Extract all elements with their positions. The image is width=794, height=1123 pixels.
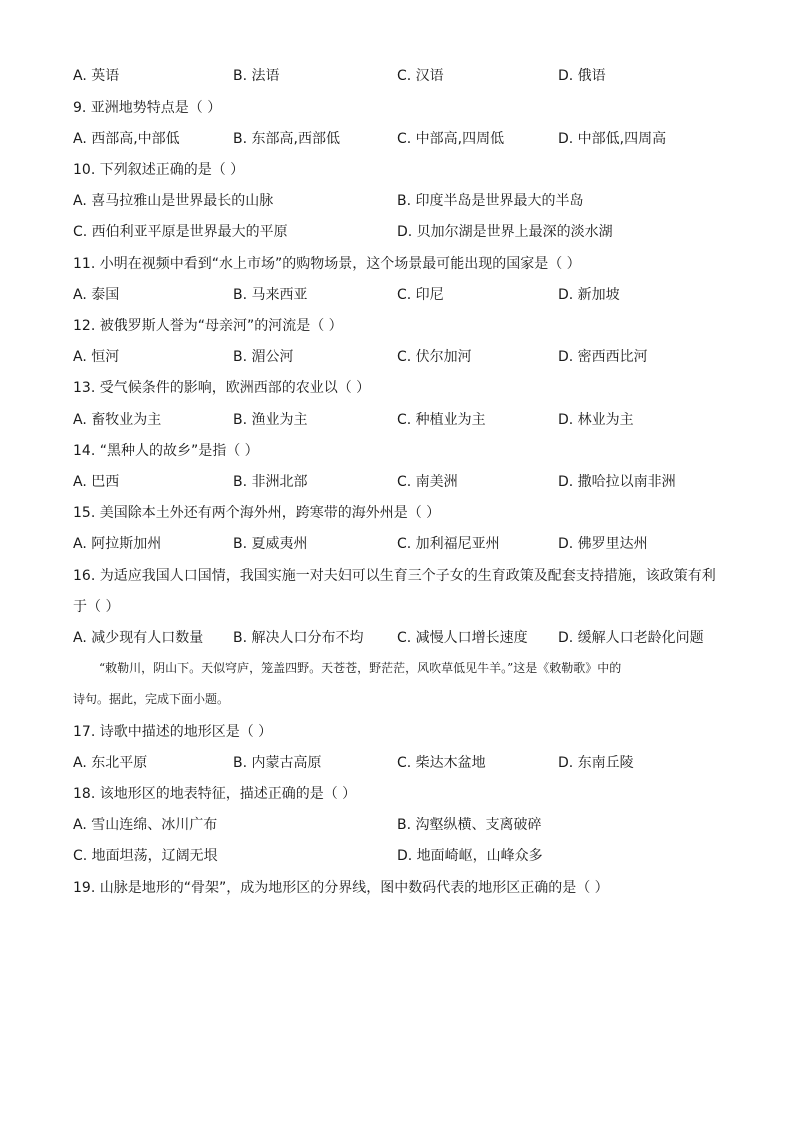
- q17-option-a: A. 东北平原: [73, 755, 148, 771]
- q12-option-b: B. 湄公河: [233, 349, 294, 365]
- q8-option-b: B. 法语: [233, 68, 280, 84]
- q14-stem-row: [0, 439, 794, 463]
- q14-option-a: A. 巴西: [73, 474, 120, 490]
- q11-stem-row: [0, 252, 794, 276]
- q9-stem: 9. 亚洲地势特点是（ ）: [73, 100, 222, 116]
- q9-options: [0, 127, 794, 151]
- q10-options-cd: [0, 220, 794, 244]
- q16-stem-line2: 于（ ）: [73, 599, 120, 615]
- q9-option-d: D. 中部低,四周高: [558, 131, 667, 147]
- q16-stem-row-2: [0, 595, 794, 619]
- q17-option-c: C. 柴达木盆地: [397, 755, 486, 771]
- q16-option-c: C. 减慢人口增长速度: [397, 630, 528, 646]
- q13-option-b: B. 渔业为主: [233, 412, 308, 428]
- q11-option-b: B. 马来西亚: [233, 287, 308, 303]
- q12-options: [0, 345, 794, 369]
- q16-stem-row-1: [0, 564, 794, 588]
- q11-option-c: C. 印尼: [397, 287, 444, 303]
- q10-stem: 10. 下列叙述正确的是（ ）: [73, 162, 245, 178]
- q18-option-b: B. 沟壑纵横、支离破碎: [397, 817, 542, 833]
- q12-option-a: A. 恒河: [73, 349, 120, 365]
- q13-options: [0, 408, 794, 432]
- poem-passage: [73, 653, 723, 715]
- q14-option-d: D. 撒哈拉以南非洲: [558, 474, 676, 490]
- q10-stem-row: [0, 158, 794, 182]
- q8-option-c: C. 汉语: [397, 68, 444, 84]
- passage-line1: “敕勒川，阴山下。天似穹庐，笼盖四野。天苍苍，野茫茫，风吹草低见牛羊。”这是《敕勒歌》中的: [99, 661, 622, 675]
- q18-stem: 18. 该地形区的地表特征，描述正确的是（ ）: [73, 786, 357, 802]
- q15-option-d: D. 佛罗里达州: [558, 536, 648, 552]
- q18-option-d: D. 地面崎岖，山峰众多: [397, 848, 543, 864]
- q12-option-d: D. 密西西比河: [558, 349, 648, 365]
- q11-option-d: D. 新加坡: [558, 287, 620, 303]
- q19-stem: 19. 山脉是地形的“骨架”，成为地形区的分界线，图中数码代表的地形区正确的是（ ）: [73, 880, 609, 896]
- q16-option-b: B. 解决人口分布不均: [233, 630, 364, 646]
- q18-options-cd: [0, 844, 794, 868]
- q18-options-ab: [0, 813, 794, 837]
- q10-option-a: A. 喜马拉雅山是世界最长的山脉: [73, 193, 274, 209]
- q11-options: [0, 283, 794, 307]
- q17-options: [0, 751, 794, 775]
- q16-option-d: D. 缓解人口老龄化问题: [558, 630, 704, 646]
- q15-option-a: A. 阿拉斯加州: [73, 536, 162, 552]
- q12-stem: 12. 被俄罗斯人誉为“母亲河”的河流是（ ）: [73, 318, 343, 334]
- q16-options: [0, 626, 794, 650]
- q12-option-c: C. 伏尔加河: [397, 349, 472, 365]
- q18-stem-row: [0, 782, 794, 806]
- q11-option-a: A. 泰国: [73, 287, 120, 303]
- q13-stem-row: [0, 376, 794, 400]
- q10-option-c: C. 西伯利亚平原是世界最大的平原: [73, 224, 288, 240]
- q9-option-c: C. 中部高,四周低: [397, 131, 505, 147]
- q17-stem-row: [0, 720, 794, 744]
- q15-option-b: B. 夏威夷州: [233, 536, 308, 552]
- q14-option-b: B. 非洲北部: [233, 474, 308, 490]
- q10-options-ab: [0, 189, 794, 213]
- q18-option-a: A. 雪山连绵、冰川广布: [73, 817, 218, 833]
- q17-stem: 17. 诗歌中描述的地形区是（ ）: [73, 724, 273, 740]
- q18-option-c: C. 地面坦荡，辽阔无垠: [73, 848, 218, 864]
- q17-option-d: D. 东南丘陵: [558, 755, 634, 771]
- q8-option-a: A. 英语: [73, 68, 120, 84]
- q17-option-b: B. 内蒙古高原: [233, 755, 322, 771]
- q13-stem: 13. 受气候条件的影响，欧洲西部的农业以（ ）: [73, 380, 371, 396]
- q10-option-d: D. 贝加尔湖是世界上最深的淡水湖: [397, 224, 613, 240]
- q13-option-a: A. 畜牧业为主: [73, 412, 162, 428]
- q9-stem-row: [0, 96, 794, 120]
- q8-options: [0, 64, 794, 88]
- q15-stem: 15. 美国除本土外还有两个海外州，跨寒带的海外州是（ ）: [73, 505, 441, 521]
- q15-option-c: C. 加利福尼亚州: [397, 536, 500, 552]
- q14-option-c: C. 南美洲: [397, 474, 458, 490]
- q8-option-d: D. 俄语: [558, 68, 606, 84]
- q9-option-a: A. 西部高,中部低: [73, 131, 180, 147]
- q19-stem-row: [0, 876, 794, 900]
- q12-stem-row: [0, 314, 794, 338]
- q16-stem-line1: 16. 为适应我国人口国情，我国实施一对夫妇可以生育三个子女的生育政策及配套支持措施，该政策有利: [73, 568, 716, 584]
- q15-options: [0, 532, 794, 556]
- q11-stem: 11. 小明在视频中看到“水上市场”的购物场景，这个场景最可能出现的国家是（ ）: [73, 256, 581, 272]
- q13-option-d: D. 林业为主: [558, 412, 634, 428]
- q14-options: [0, 470, 794, 494]
- q9-option-b: B. 东部高,西部低: [233, 131, 340, 147]
- q10-option-b: B. 印度半岛是世界最大的半岛: [397, 193, 584, 209]
- q15-stem-row: [0, 501, 794, 525]
- passage-line2: 诗句。据此，完成下面小题。: [73, 692, 230, 706]
- q14-stem: 14. “黑种人的故乡”是指（ ）: [73, 443, 259, 459]
- q16-option-a: A. 减少现有人口数量: [73, 630, 204, 646]
- q13-option-c: C. 种植业为主: [397, 412, 486, 428]
